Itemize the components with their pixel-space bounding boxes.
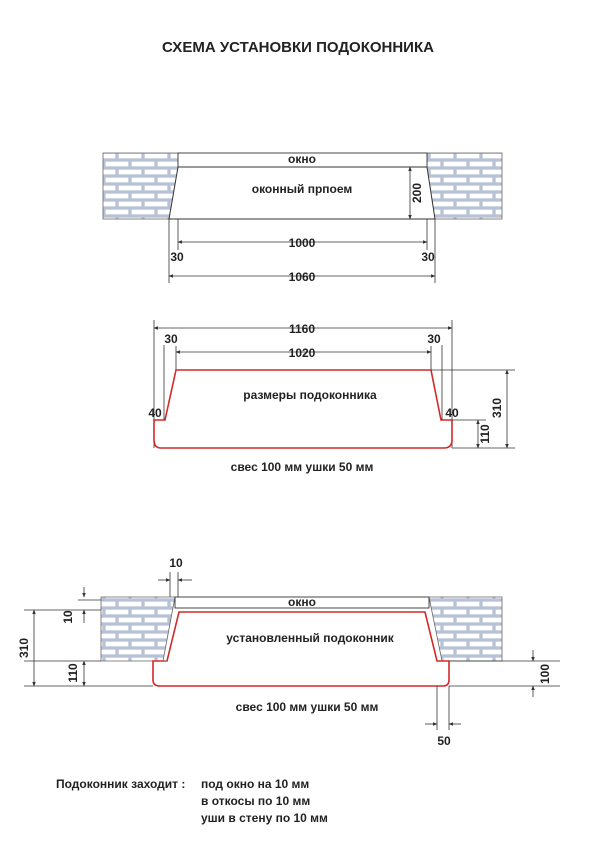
dim-40-right: 40 — [445, 406, 459, 420]
left-wall — [101, 597, 175, 661]
dim-1020: 1020 — [288, 346, 316, 360]
installed-caption: свес 100 мм ушки 50 мм — [235, 700, 379, 714]
dim-50: 50 — [437, 734, 451, 748]
dim-1160: 1160 — [288, 322, 316, 336]
dim-30-left: 30 — [164, 332, 178, 346]
page-title: СХЕМА УСТАНОВКИ ПОДОКОННИКА — [162, 39, 434, 56]
opening-label: оконный прпоем — [251, 182, 353, 196]
dim-10-left: 10 — [61, 610, 75, 624]
right-wall — [429, 597, 502, 661]
diagram-sill-dimensions — [148, 320, 515, 474]
sill-caption: свес 100 мм ушки 50 мм — [230, 460, 374, 474]
dim-310: 310 — [17, 637, 31, 659]
diagram-installed-sill — [17, 556, 560, 748]
dim-100: 100 — [538, 663, 552, 685]
installed-sill-label: установленный подоконник — [226, 631, 394, 645]
left-wall — [103, 153, 178, 219]
installed-sill-outline — [153, 612, 449, 686]
dim-30-right: 30 — [427, 332, 441, 346]
window-label: окно — [288, 152, 316, 166]
installation-note — [56, 777, 328, 825]
note-line-1: под окно на 10 мм — [201, 777, 310, 791]
dim-1000: 1000 — [288, 236, 316, 250]
note-line-3: уши в стену по 10 мм — [201, 811, 328, 825]
dim-40-left: 40 — [148, 406, 162, 420]
sill-outline — [154, 370, 452, 448]
dim-110: 110 — [478, 424, 492, 444]
sill-label: размеры подоконника — [243, 388, 377, 402]
note-head: Подоконник заходит : — [56, 777, 186, 791]
dim-10-top: 10 — [169, 556, 183, 570]
note-line-2: в откосы по 10 мм — [201, 794, 311, 808]
right-wall — [427, 153, 502, 219]
dim-110: 110 — [66, 663, 80, 683]
window-label: окно — [288, 595, 316, 609]
dim-200: 200 — [410, 182, 424, 204]
dim-310: 310 — [490, 397, 504, 419]
dim-30-right: 30 — [421, 250, 435, 264]
dim-1060: 1060 — [288, 270, 316, 284]
dim-30-left: 30 — [170, 250, 184, 264]
diagram-window-opening — [103, 152, 502, 284]
